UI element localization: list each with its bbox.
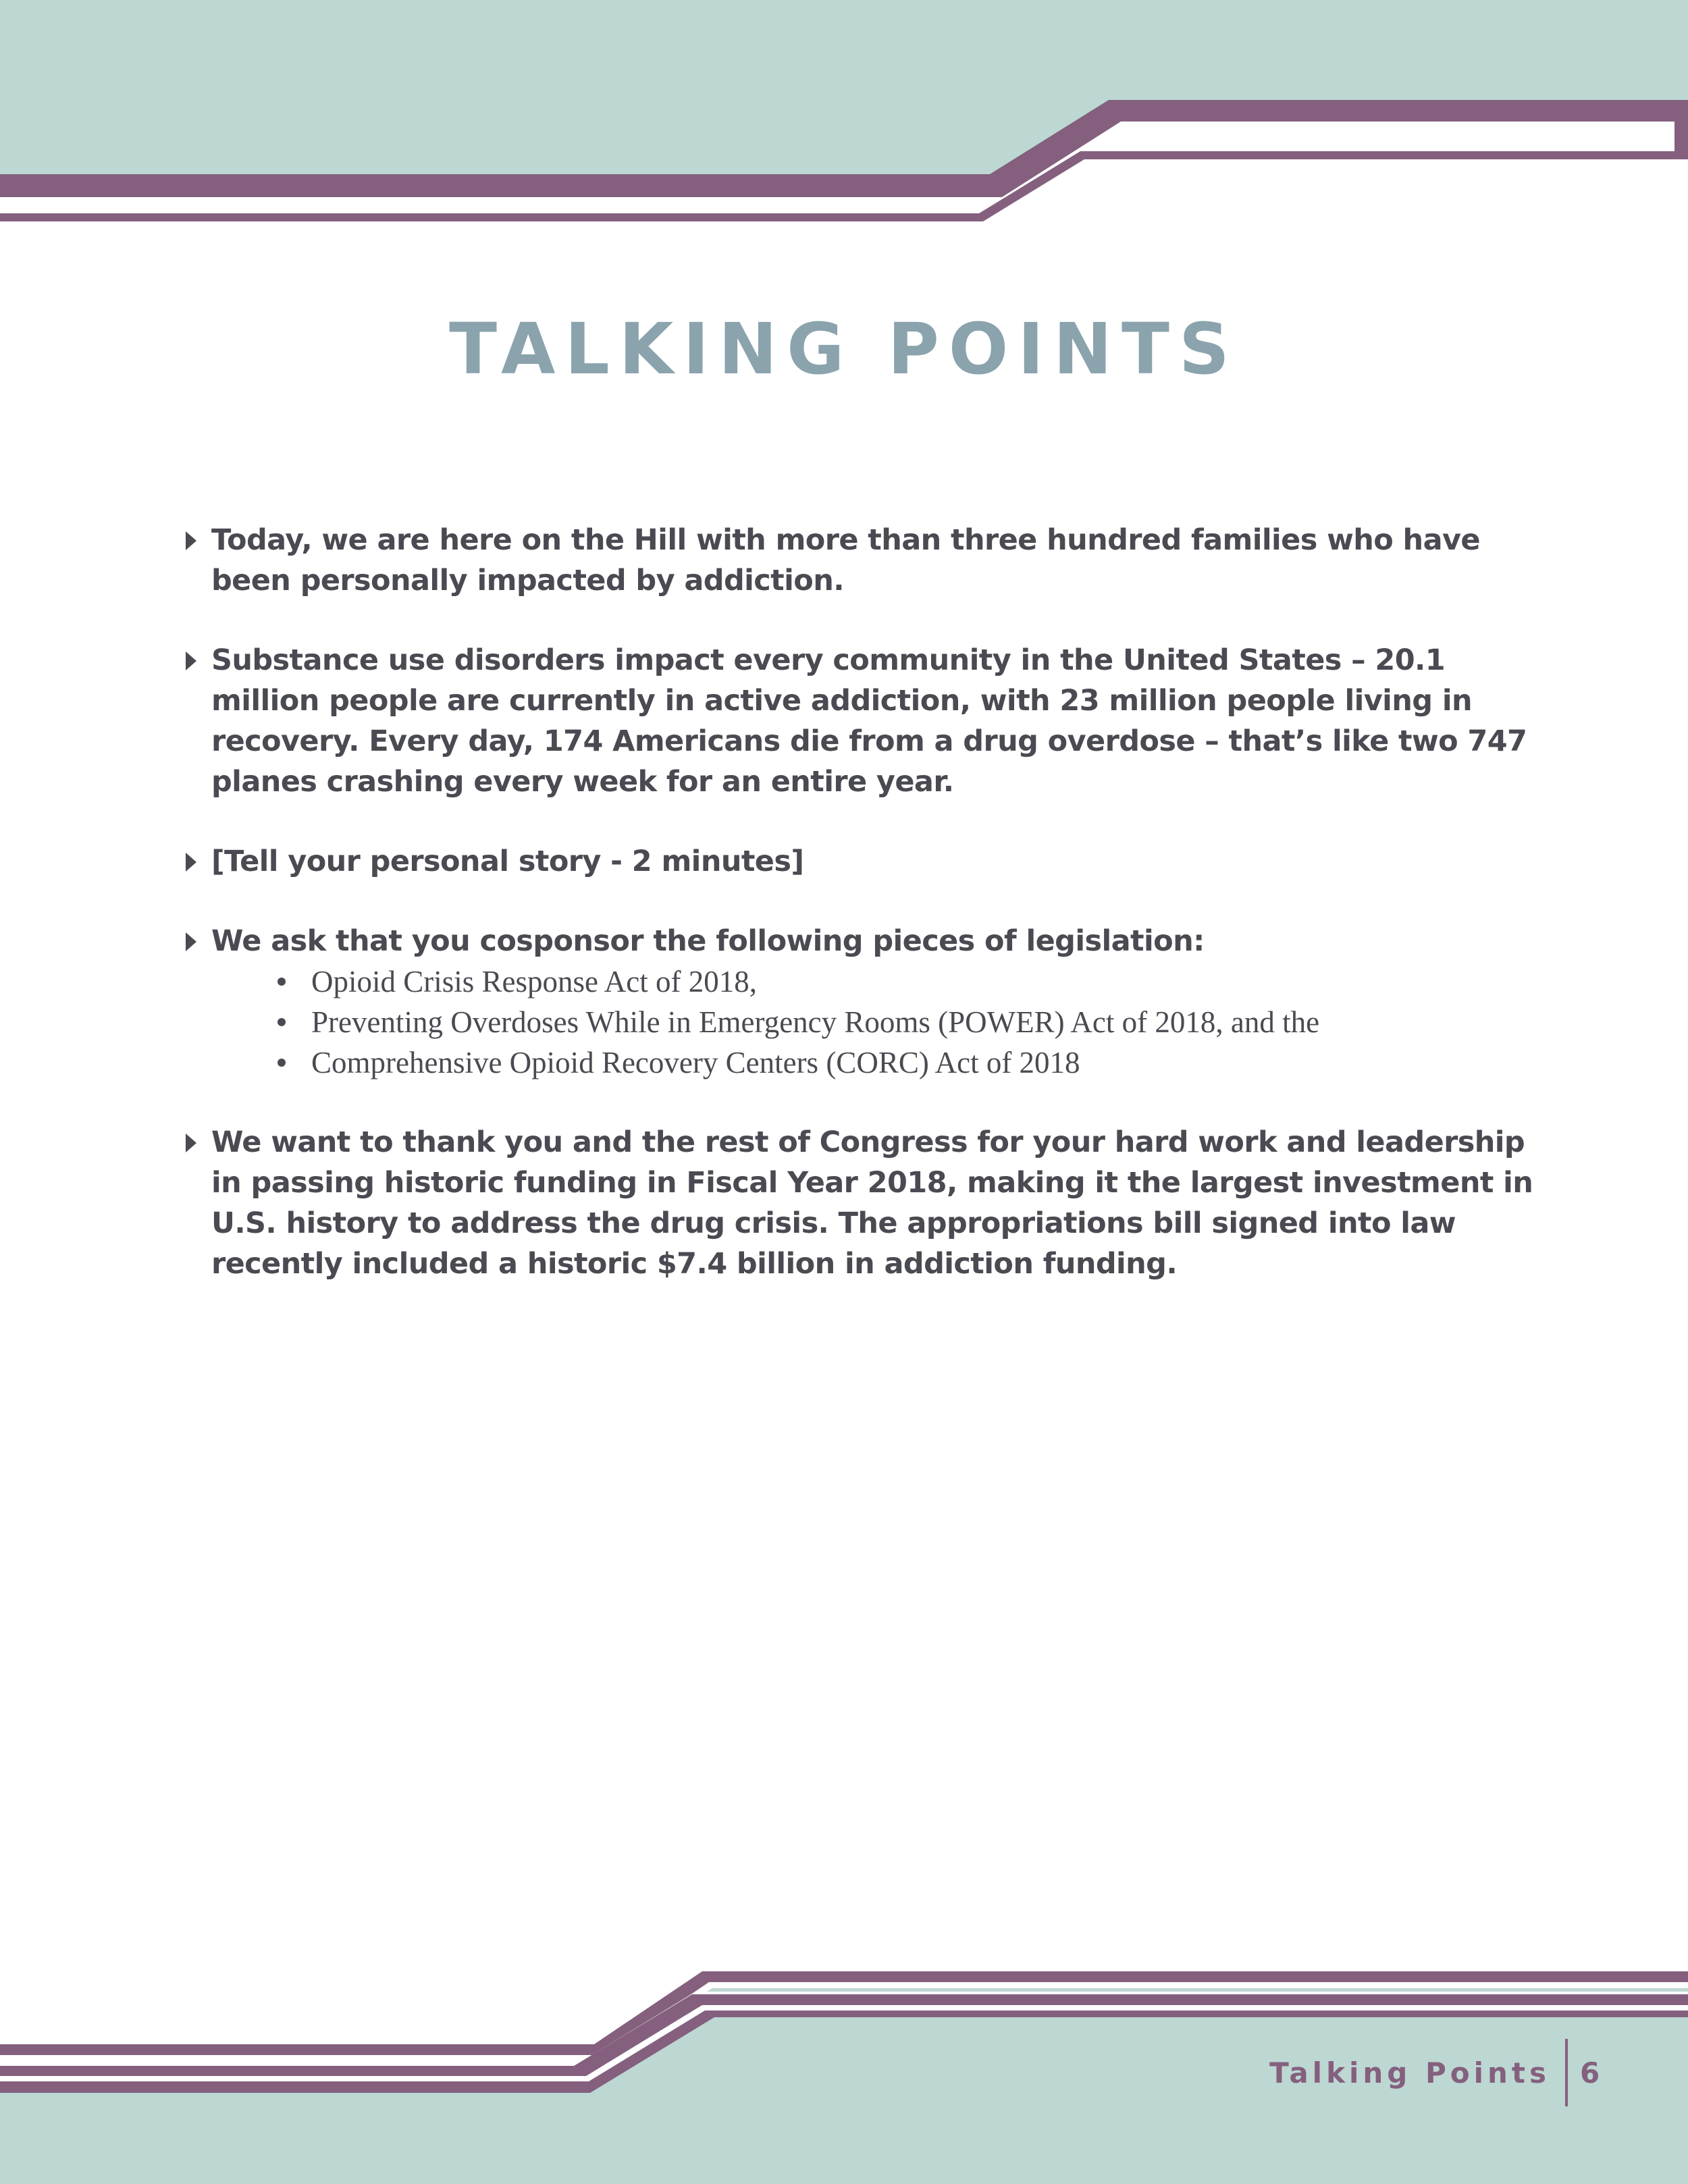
header-decoration [0,0,1688,230]
legislation-text: Preventing Overdoses While in Emergency Rooms (POWER) Act of 2018, and the [311,1005,1320,1039]
page-number: 6 [1580,2056,1600,2089]
bullet-dot-icon [278,1018,286,1026]
triangle-bullet-icon [186,531,196,550]
bullet-dot-icon [278,1059,286,1067]
point-text: We want to thank you and the rest of Congress for your hard work and leadership in passing historic funding in Fiscal Year 2018, making it the largest investment in U.S. history to address the drug crisis. The appropriations bill signed into law recently included a historic $7.4 billion in addiction funding. [211,1125,1533,1281]
legislation-list [211,961,1535,1083]
list-item [211,1122,1535,1284]
legislation-item [311,1042,1535,1083]
point-text: [Tell your personal story - 2 minutes] [211,845,804,878]
triangle-bullet-icon [186,1134,196,1152]
talking-points-list [211,520,1535,1323]
point-text: Today, we are here on the Hill with more than three hundred families who have been personally impacted by addiction. [211,523,1480,597]
triangle-bullet-icon [186,651,196,670]
list-item [211,640,1535,802]
point-text: We ask that you cosponsor the following pieces of legislation: [211,924,1205,958]
triangle-bullet-icon [186,853,196,872]
legislation-item [311,961,1535,1002]
legislation-text: Comprehensive Opioid Recovery Centers (CORC) Act of 2018 [311,1046,1080,1080]
list-item [211,520,1535,601]
bullet-dot-icon [278,978,286,986]
footer-section-label: Talking Points [1269,2056,1550,2089]
page-footer [1269,2046,1688,2100]
legislation-text: Opioid Crisis Response Act of 2018, [311,965,757,998]
triangle-bullet-icon [186,932,196,951]
page-title: TALKING POINTS [449,308,1239,390]
list-item [211,841,1535,882]
legislation-item [311,1002,1535,1042]
point-text: Substance use disorders impact every community in the United States – 20.1 million people are currently in active addiction, with 23 million people living in recovery. Every day, 174 Americans die from a drug overdose – that’s like two 747 planes crashing every week for an entire year. [211,643,1527,799]
list-item [211,921,1535,1083]
